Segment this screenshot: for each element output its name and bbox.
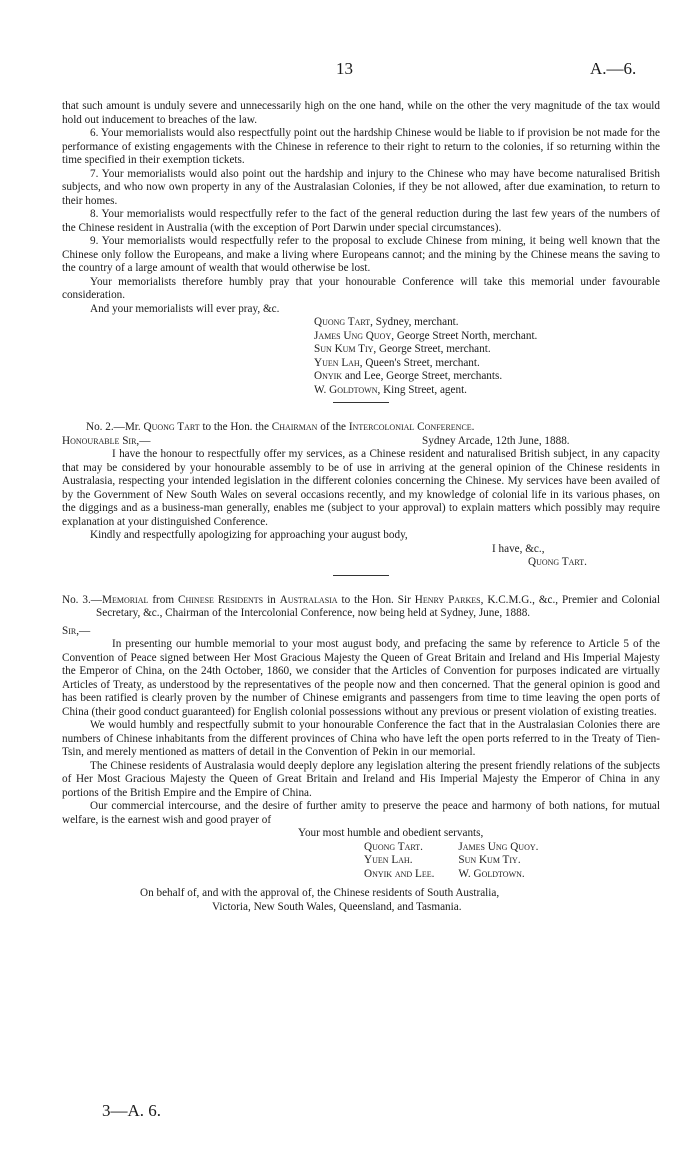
signature-row bbox=[364, 854, 562, 868]
paragraph-3: The Chinese residents of Australasia would deeply deplore any legislation altering the present friendly relations of the subjects of Her Most Gracious Majesty the Queen of Great Britain and Ireland and His Imperial Majesty the Emperor of China in any portions of the British Empire and the Empire of China. bbox=[62, 759, 660, 799]
paragraph-2: We would humbly and respectfully submit to your honourable Conference the fact that in the Australasian Colonies there are numbers of Chinese inhabitants from the different provinces of China who have left the open ports referred to in the Treaty of Tien-Tsin, and merely mentioned as matters of detail in the Convention of Pekin in our memorial. bbox=[62, 719, 660, 758]
behalf-line-1: On behalf of, and with the approval of, the Chinese residents of South Australia, bbox=[140, 887, 500, 899]
signatory-line: Onyik and Lee, George Street, merchants. bbox=[314, 370, 503, 382]
salutation: Honourable Sir,— bbox=[62, 434, 151, 447]
memorial-continuation bbox=[62, 100, 660, 397]
signatory: W. Goldtown. bbox=[458, 867, 525, 880]
letter-body: I have the honour to respectfully offer my services, as a Chinese resident and naturalised British subject, in any capacity that may be considered by your honourable assembly to be of use in arriving at the general opinion of the Chinese residents in Australasia, respecting your intended legislation in the different colonies concerning the Chinese. My services have been availed of by the Government of New South Wales on several occasions recently, and my knowledge of colonial life in its various phases, on the diggings and as a business-man generally, enables me (subject to your approval) to explain matters which possibly may require explanation at your distinguished Conference. bbox=[62, 448, 660, 528]
signatory-line: W. Goldtown, King Street, agent. bbox=[314, 383, 467, 396]
section-divider bbox=[333, 575, 389, 576]
paragraph-ever-pray: And your memorialists will ever pray, &c. bbox=[90, 302, 280, 315]
paragraph-8: 8. Your memorialists would respectfully refer to the fact of the general reduction during the last few years of the numbers of the Chinese resident in Australia (with the exception of Port Darwin under special circumstances). bbox=[62, 208, 660, 234]
letter-no-2 bbox=[62, 421, 660, 570]
signature-table bbox=[364, 841, 562, 882]
signatory: Sun Kum Tiy. bbox=[458, 854, 521, 866]
letter-address-date: Sydney Arcade, 12th June, 1888. bbox=[422, 434, 570, 447]
paragraph-prayer: Your memorialists therefore humbly pray that your honourable Conference will take this memorial under favourable consideration. bbox=[62, 275, 660, 301]
signatory-line: James Ung Quoy, George Street North, merchant. bbox=[314, 329, 538, 342]
signature-row bbox=[364, 841, 562, 855]
signatory: James Ung Quoy. bbox=[458, 840, 539, 853]
letter-signature: Quong Tart. bbox=[528, 556, 587, 568]
paragraph-6: 6. Your memorialists would also respectfully point out the hardship Chinese would be liable to if provision be not made for the performance of existing engagements with the Chinese in reference to their right to return to the colonies, if so returning within the time specified in their exemption tickets. bbox=[62, 127, 660, 166]
section-divider bbox=[333, 402, 389, 403]
signatory: Yuen Lah. bbox=[364, 854, 413, 866]
servants-line: Your most humble and obedient servants, bbox=[298, 827, 484, 839]
signatory-line: Yuen Lah, Queen's Street, merchant. bbox=[314, 356, 480, 369]
signatory-line: Sun Kum Tiy, George Street, merchant. bbox=[314, 343, 491, 355]
salutation: Sir,— bbox=[62, 624, 91, 637]
page-header bbox=[0, 59, 700, 82]
signature-row bbox=[364, 868, 562, 882]
paragraph-7: 7. Your memorialists would also point out the hardship and injury to the Chinese who may have become naturalised British subjects, and who now own property in any of the Australasian Colonies, if they be not allowed, after due examination, to return to their homes. bbox=[62, 167, 660, 207]
page-number: 13 bbox=[336, 59, 353, 78]
paragraph-continued: that such amount is unduly severe and unnecessarily high on the one hand, while on the other the very magnitude of the tax would hold out inducement to breaches of the law. bbox=[62, 100, 660, 126]
signatory: Onyik and Lee. bbox=[364, 867, 435, 880]
signature-mark: 3—A. 6. bbox=[102, 1101, 162, 1120]
memorial-heading: No. 3.—Memorial from Chinese Residents in Australasia to the Hon. Sir Henry Parkes, K.C.M.G., &c., Premier and Colonial Secretary, &c., Chairman of the Intercolonial Conference, now being held at Sydney, June, 1888. bbox=[62, 593, 661, 619]
signatory: Quong Tart. bbox=[364, 840, 423, 853]
document-reference: A.—6. bbox=[590, 59, 637, 78]
behalf-line-2: Victoria, New South Wales, Queensland, and Tasmania. bbox=[212, 900, 462, 913]
letter-closing: Kindly and respectfully apologizing for approaching your august body, bbox=[90, 529, 408, 541]
letter-i-have: I have, &c., bbox=[492, 542, 545, 555]
letter-salutation-row bbox=[62, 435, 660, 449]
letter-heading: No. 2.—Mr. Quong Tart to the Hon. the Chairman of the Intercolonial Conference. bbox=[86, 421, 475, 433]
paragraph-1: In presenting our humble memorial to your most august body, and prefacing the same by reference to Article 5 of the Convention of Peace signed between Her Most Gracious Majesty the Queen of Great Britain and Ireland and His Imperial Majesty the Emperor of China, on the 24th October, 1860, we consider that the Articles of Convention for purposes indicated are virtually Articles of Treaty, as understood by the representatives of the people now and then concerned. That the general opinion is good and has been ratified is clearly proven by the number of Chinese emigrants and passengers from time to time leaving the open ports of China (their good conduct guaranteed) for English colonial possessions without any previous or present violation of existing treaties. bbox=[62, 638, 660, 718]
paragraph-4: Our commercial intercourse, and the desire of further amity to preserve the peace and harmony of both nations, for mutual welfare, is the earnest wish and good prayer of bbox=[62, 800, 660, 826]
signatory-line: Quong Tart, Sydney, merchant. bbox=[314, 316, 459, 328]
memorial-no-3 bbox=[62, 594, 660, 915]
signatory-list bbox=[62, 316, 660, 397]
paragraph-9: 9. Your memorialists would respectfully refer to the proposal to exclude Chinese from mining, it being well known that the Chinese only follow the Europeans, and make a living where Europeans cannot; and the mining by the Chinese means the saving to the country of a large amount of wealth that would otherwise be lost. bbox=[62, 235, 660, 274]
